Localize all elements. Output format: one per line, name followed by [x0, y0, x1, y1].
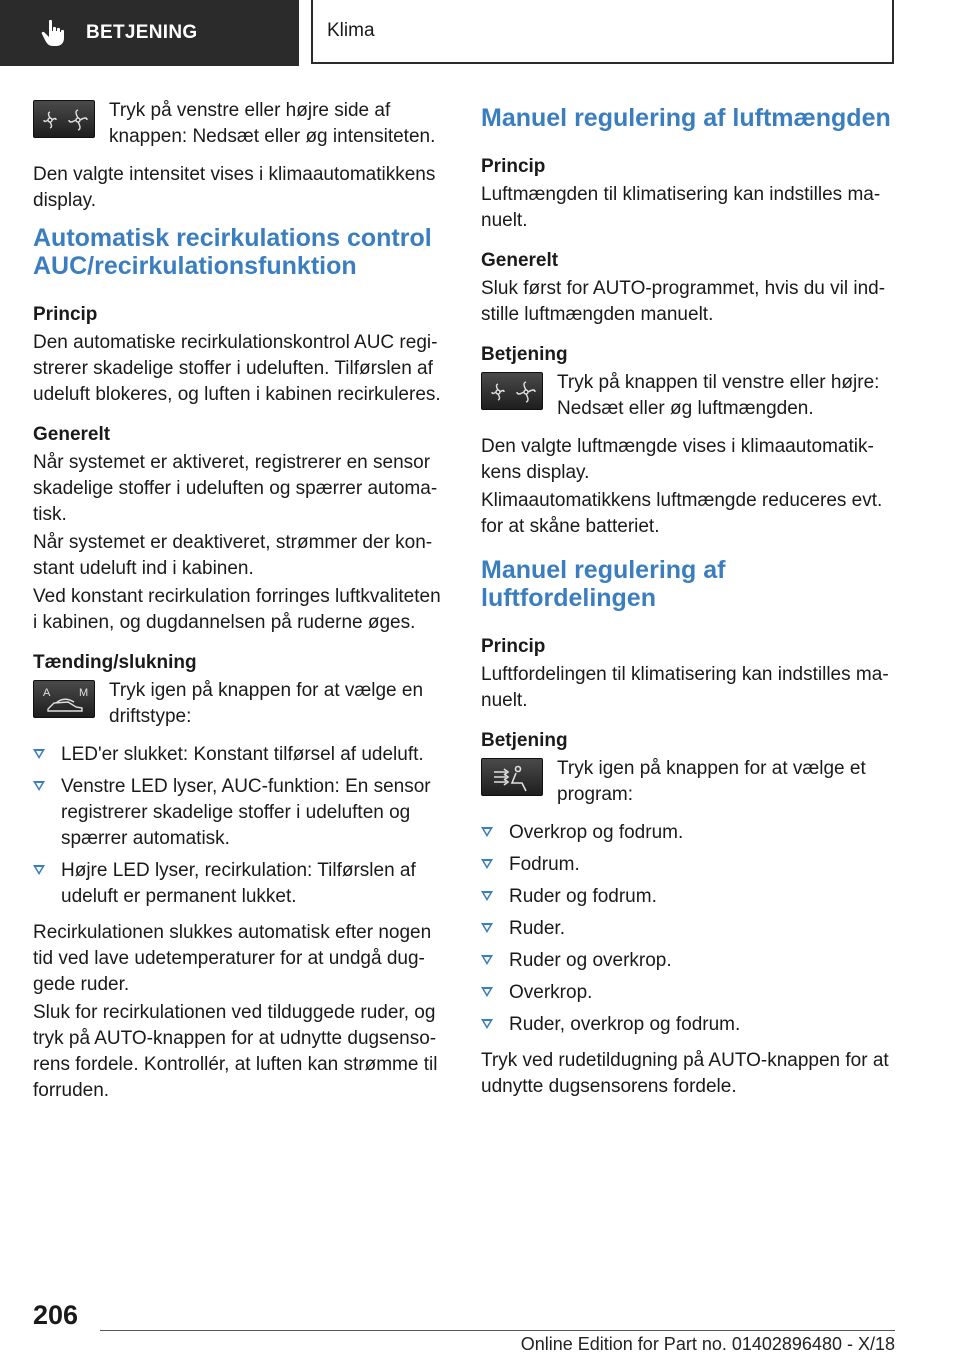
airflow-display-p2: Klimaautomatikkens luftmængde reduceres evt. for at skåne batteriet.	[481, 490, 883, 537]
page-header	[0, 0, 960, 66]
chapter-label: Klima	[327, 20, 375, 41]
fan-buttons-icon	[33, 100, 95, 138]
bullet-triangle-icon	[481, 827, 493, 837]
distribution-princip-text: Luftfordelingen til klimatisering kan indstilles manuelt.	[481, 664, 889, 711]
mode-list	[33, 742, 443, 910]
distribution-betjening-label: Betjening	[481, 730, 568, 751]
intensity-instruction	[33, 98, 443, 150]
airflow-princip-label: Princip	[481, 156, 546, 177]
edition-text: Online Edition for Part no. 01402896480 - X/18	[520, 1334, 895, 1354]
auc-generelt-p2: Når systemet er deaktiveret, strømmer der konstant udeluft ind i kabinen.	[33, 532, 433, 579]
intensity-display-text: Den valgte intensitet vises i klimaautomatikkens display.	[33, 164, 436, 211]
chapter-box	[311, 0, 894, 64]
list-item: Ruder.	[481, 916, 895, 942]
auc-generelt-p1: Når systemet er aktiveret, registrerer en sensor skadelige stoffer i udeluften og spærrer automatisk.	[33, 452, 438, 525]
list-item: Overkrop og fodrum.	[481, 820, 895, 846]
closing-text: Tryk ved rudetildugning på AUTO-knappen for at udnytte dugsensorens fordele.	[481, 1050, 889, 1097]
hand-pointer-icon	[40, 19, 66, 47]
recirculation-button-icon	[33, 680, 95, 718]
right-column	[481, 98, 895, 1110]
list-item: Ruder og overkrop.	[481, 948, 895, 974]
airflow-generelt-text: Sluk først for AUTO-programmet, hvis du vil indstille luftmængden manuelt.	[481, 278, 886, 325]
page-number: 206	[33, 1300, 79, 1330]
auc-generelt-p3: Ved konstant recirkulation forringes luftkvaliteten i kabinen, og dugdannelsen på ruderne øges.	[33, 586, 441, 633]
airflow-betjening-text: Tryk på knappen til venstre eller højre: Nedsæt eller øg luftmængden.	[557, 372, 880, 419]
airflow-button-instruction	[481, 370, 895, 422]
footer-divider	[100, 1330, 895, 1331]
list-item: Ruder, overkrop og fodrum.	[481, 1012, 895, 1038]
bullet-triangle-icon	[481, 891, 493, 901]
auc-princip-label: Princip	[33, 304, 98, 325]
auc-princip-text: Den automatiske recirkulationskontrol AUC registrerer skadelige stoffer i udeluften. Tilførslen af udeluft blokeres, og luften i kabinen recirkuleres.	[33, 332, 441, 405]
recirc-p2: Sluk for recirkulationen ved tilduggede ruder, og tryk på AUTO-knappen for at udnytte dugsensorens fordele. Kontrollér, at luften kan strømme til forruden.	[33, 1002, 438, 1101]
program-list	[481, 820, 895, 1038]
bullet-triangle-icon	[481, 987, 493, 997]
list-item: Venstre LED lyser, AUC-funktion: En sensor registrerer skadelige stoffer i udeluften og spærrer automatisk.	[33, 774, 443, 852]
taending-label: Tænding/slukning	[33, 652, 197, 673]
auc-m-letter: M	[79, 687, 89, 699]
section-label: BETJENING	[86, 22, 198, 43]
air-distribution-button-icon	[481, 758, 543, 796]
bullet-triangle-icon	[481, 955, 493, 965]
bullet-triangle-icon	[481, 859, 493, 869]
intensity-text: Tryk på venstre eller højre side af knappen: Nedsæt eller øg intensiteten.	[109, 100, 436, 147]
list-item: LED'er slukket: Konstant tilførsel af udeluft.	[33, 742, 443, 768]
auc-a-letter: A	[43, 687, 51, 699]
airflow-princip-text: Luftmængden til klimatisering kan indstilles manuelt.	[481, 184, 881, 231]
distribution-button-instruction	[481, 756, 895, 808]
airflow-generelt-label: Generelt	[481, 250, 559, 271]
bullet-triangle-icon	[33, 749, 45, 759]
airflow-heading: Manuel regulering af luftmængden	[481, 104, 891, 132]
bullet-triangle-icon	[481, 1019, 493, 1029]
distribution-princip-label: Princip	[481, 636, 546, 657]
bullet-triangle-icon	[33, 865, 45, 875]
left-column	[33, 98, 443, 1114]
bullet-triangle-icon	[481, 923, 493, 933]
fan-buttons-icon	[481, 372, 543, 410]
distribution-betjening-text: Tryk igen på knappen for at vælge et program:	[557, 758, 866, 805]
list-item: Overkrop.	[481, 980, 895, 1006]
airflow-betjening-label: Betjening	[481, 344, 568, 365]
recirc-p1: Recirkulationen slukkes automatisk efter nogen tid ved lave udetemperaturer for at undgå duggede ruder.	[33, 922, 432, 995]
auc-generelt-label: Generelt	[33, 424, 111, 445]
bullet-triangle-icon	[33, 781, 45, 791]
auc-button-instruction	[33, 678, 443, 730]
distribution-heading: Manuel regulering af luftfordelingen	[481, 556, 726, 612]
taending-text: Tryk igen på knappen for at vælge en driftstype:	[109, 680, 424, 727]
list-item: Højre LED lyser, recirkulation: Tilførslen af udeluft er permanent lukket.	[33, 858, 443, 910]
section-tab	[0, 0, 299, 66]
airflow-display-p1: Den valgte luftmængde vises i klimaautomatikkens display.	[481, 436, 874, 483]
auc-heading: Automatisk recirkulations control AUC/recirkulationsfunktion	[33, 224, 432, 280]
list-item: Ruder og fodrum.	[481, 884, 895, 910]
list-item: Fodrum.	[481, 852, 895, 878]
